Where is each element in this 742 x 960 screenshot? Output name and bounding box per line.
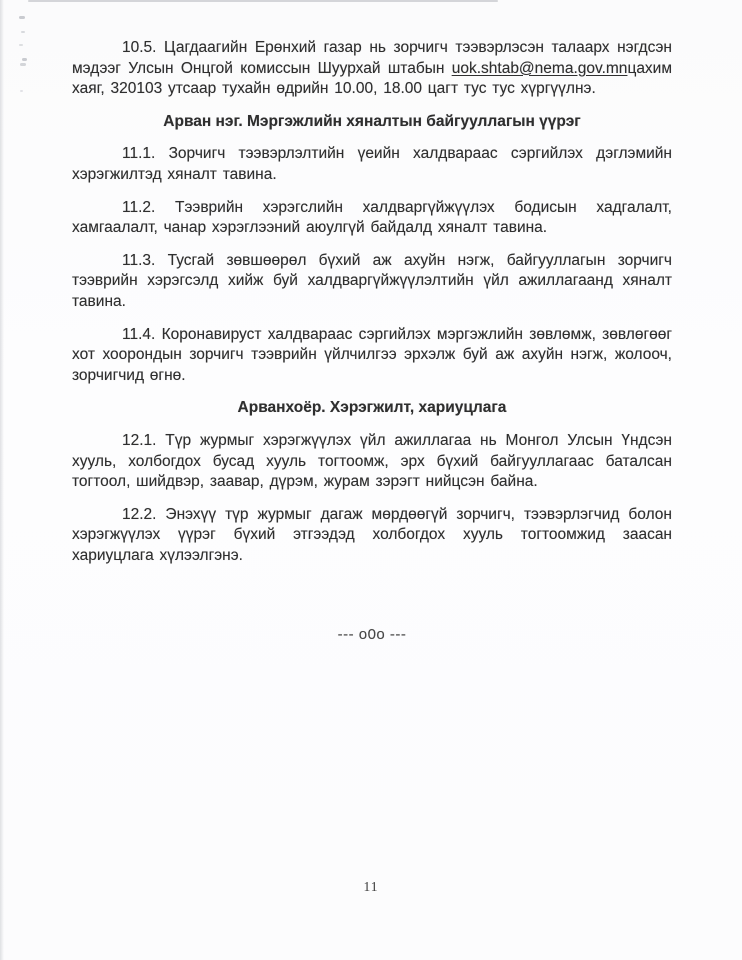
end-of-document-divider: --- о0о --- [337,626,407,644]
scan-speck [19,16,25,19]
section-heading-twelve: Арванхоёр. Хэрэгжилт, хариуцлага [237,399,507,417]
paragraph-11-1: 11.1. Зорчигч тээвэрлэлтийн үеийн халдвараас сэргийлэх дэглэмийн хэрэгжилтэд хяналт тавина. [72,145,672,183]
document-body [72,38,672,643]
email-link[interactable]: uok.shtab@nema.gov.mn [451,59,628,77]
scan-speck [20,63,26,66]
paragraph-11-2: 11.2. Тээврийн хэрэгслийн халдваргүйжүүлэх бодисын хадгалалт, хамгаалалт, чанар хэрэглээний аюулгүй байдалд хяналт тавина. [72,198,672,237]
paragraph-12-2: 12.2. Энэхүү түр журмыг дагаж мөрдөөгүй зорчигч, тээвэрлэгчид болон хэрэгжүүлэх үүрэг бүхий этгээдэд холбогдох хууль тогтоомжид заасан хариуцлага хүлээлгэнэ. [72,505,672,564]
paragraph-10-5-text: 10.5. Цагдаагийн Ерөнхий газар нь зорчигч тээвэрлэсэн талаарх нэгдсэн мэдээг Улсын Онцгой комиссын Шуурхай штабын [72,39,672,77]
page-number: 11 [363,879,379,894]
scan-speck [22,58,27,61]
scan-artifact-left-edge [0,0,4,960]
paragraph-12-1: 12.1. Түр журмыг хэрэгжүүлэх үйл ажиллагаа нь Монгол Улсын Үндсэн хууль, холбогдох бусад хууль тогтоомж, эрх бүхий байгууллагаас баталсан тогтоол, шийдвэр, заавар, дүрэм, журам зэрэгт нийцсэн байна. [72,431,672,491]
section-heading-eleven: Арван нэг. Мэргэжлийн хяналтын байгууллагын үүрэг [163,112,581,130]
scan-speck [19,44,23,46]
paragraph-11-4: 11.4. Коронавируст халдвараас сэргийлэх мэргэжлийн зөвлөмж, зөвлөгөөг хот хоорондын зорчигч тээврийн үйлчилгээ эрхэлж буй аж ахуйн нэгж, жолооч, зорчигчид өгнө. [72,325,672,384]
scan-speck [21,31,25,33]
scan-speck [20,90,23,92]
scan-artifact-top-edge [28,0,498,2]
paragraph-10-5 [72,38,672,100]
paragraph-10-5-text-after: цахим хаяг, 320103 утсаар тухайн өдрийн 10.00, 18.00 цагт тус тус хүргүүлнэ. [72,59,672,98]
paragraph-11-3: 11.3. Тусгай зөвшөөрөл бүхий аж ахуйн нэгж, байгууллагын зорчигч тээврийн хэрэгсэлд хийж буй халдваргүйжүүлэлтийн үйл ажиллагаанд хяналт тавина. [72,251,672,310]
